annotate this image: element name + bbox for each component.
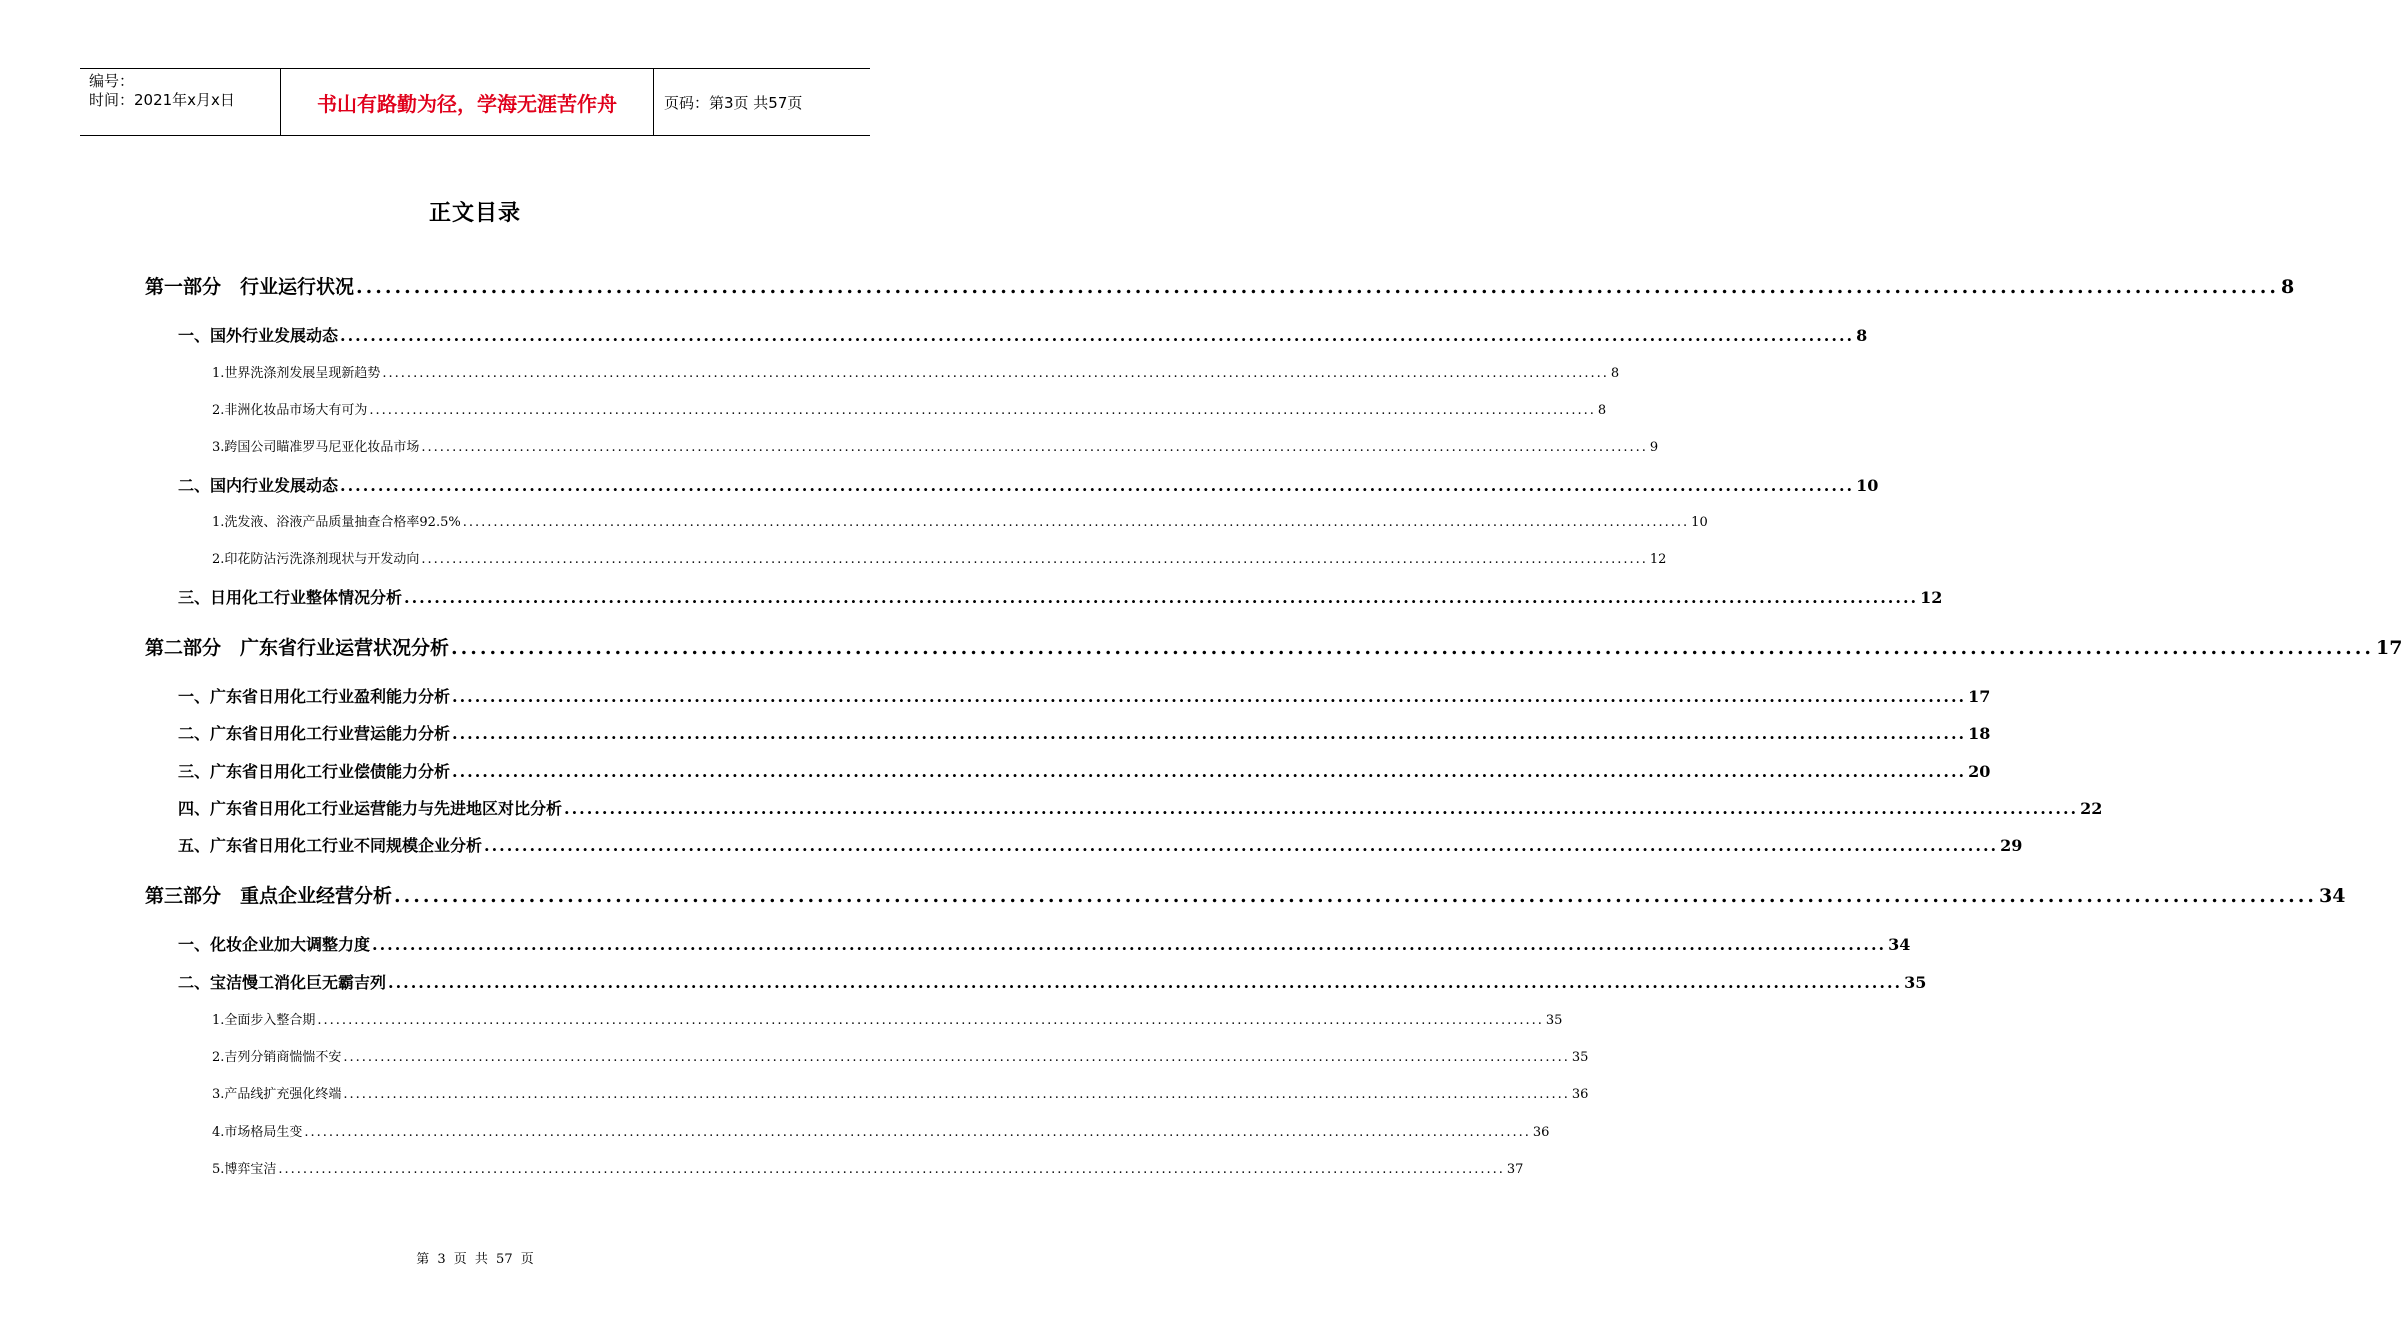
toc-leader-dots: ........................................................................................................................................................................................................ [317,1013,1544,1028]
toc-title: 正文目录 [428,200,521,226]
toc-entry-page: 8 [1610,366,1620,381]
toc-entry-page: 34 [2318,885,2346,907]
toc-entry[interactable] [145,881,2346,908]
toc-entry[interactable] [178,932,1911,955]
toc-entry[interactable] [212,511,1708,530]
toc-entry[interactable] [145,633,2402,660]
toc-entry-title: 2.非洲化妆品市场大有可为 [212,403,368,418]
toc-leader-dots: ........................................................................................................................................................................................................ [340,476,1855,495]
toc-entry-title: 二、宝洁慢工消化巨无霸吉列 [178,973,387,992]
toc-entry-title: 5.博弈宝洁 [212,1162,277,1177]
toc-entry-title: 1.世界洗涤剂发展呈现新趋势 [212,366,381,381]
toc-entry-title: 3.产品线扩充强化终端 [212,1087,342,1102]
toc-entry-title: 1.洗发液、浴液产品质量抽查合格率92.5% [212,515,461,530]
toc-entry[interactable] [212,1083,1589,1102]
toc-entry-page: 17 [1968,687,1991,706]
toc-entry-title: 2.吉列分销商惴惴不安 [212,1050,342,1065]
toc-leader-dots: ........................................................................................................................................................................................................ [421,552,1648,567]
toc-entry[interactable] [178,585,1943,608]
toc-entry-page: 18 [1968,724,1991,743]
toc-leader-dots: ........................................................................................................................................................................................................ [452,724,1967,743]
toc-entry[interactable] [178,796,2103,819]
toc-entry-title: 第一部分 行业运行状况 [145,276,355,298]
toc-entry[interactable] [212,436,1659,455]
toc-entry[interactable] [178,684,1991,707]
toc-entry[interactable] [212,548,1667,567]
toc-entry-page: 10 [1856,476,1879,495]
toc-entry-page: 12 [1920,588,1943,607]
toc-entry-page: 20 [1968,762,1991,781]
toc-leader-dots: ........................................................................................................................................................................................................ [372,935,1887,954]
toc-leader-dots: ........................................................................................................................................................................................................ [304,1125,1531,1140]
toc-leader-dots: ........................................................................................................................................................................................................ [343,1087,1570,1102]
toc-leader-dots: ........................................................................................................................................................................................................ [484,836,1999,855]
header-time-label: 时间：2021年x月x日 [89,91,235,109]
toc-entry-title: 第二部分 广东省行业运营状况分析 [145,637,450,659]
toc-entry-title: 4.市场格局生变 [212,1125,303,1140]
header-motto: 书山有路勤为径，学海无涯苦作舟 [281,69,654,135]
toc-entry-title: 一、广东省日用化工行业盈利能力分析 [178,687,451,706]
toc-entry[interactable] [178,833,2023,856]
page-header [80,68,870,136]
toc-leader-dots: ........................................................................................................................................................................................................ [462,515,1690,530]
toc-entry-page: 9 [1649,440,1659,455]
toc-entry[interactable] [178,323,1868,346]
toc-entry-page: 8 [1856,326,1868,345]
toc-entry[interactable] [178,759,1991,782]
toc-leader-dots: ........................................................................................................................................................................................................ [404,588,1919,607]
toc-entry-title: 3.跨国公司瞄准罗马尼亚化妆品市场 [212,440,420,455]
toc-entry-page: 8 [2280,276,2295,298]
toc-leader-dots: ........................................................................................................................................................................................................ [564,799,2079,818]
page-footer: 第 3 页 共 57 页 [416,1252,534,1267]
toc-entry[interactable] [212,1158,1524,1177]
toc-entry[interactable] [212,1009,1563,1028]
toc-entry[interactable] [212,399,1607,418]
toc-leader-dots: ........................................................................................................................................................................................................ [340,326,1855,345]
toc-entry-page: 34 [1888,935,1911,954]
toc-entry-title: 二、国内行业发展动态 [178,476,339,495]
toc-entry[interactable] [178,721,1991,744]
toc-leader-dots: ........................................................................................................................................................................................................ [452,687,1967,706]
toc-entry-title: 四、广东省日用化工行业运营能力与先进地区对比分析 [178,799,563,818]
toc-leader-dots: ........................................................................................................................................................................................................ [394,885,2317,907]
toc-entry-title: 第三部分 重点企业经营分析 [145,885,393,907]
header-page-info: 页码：第3页 共57页 [664,93,803,112]
toc-leader-dots: ........................................................................................................................................................................................................ [451,637,2374,659]
toc-entry-title: 三、广东省日用化工行业偿债能力分析 [178,762,451,781]
toc-entry-page: 17 [2375,637,2402,659]
toc-leader-dots: ........................................................................................................................................................................................................ [421,440,1648,455]
toc-entry[interactable] [178,970,1927,993]
toc-entry[interactable] [212,362,1620,381]
toc-entry-page: 10 [1691,515,1708,530]
toc-entry-page: 35 [1904,973,1927,992]
toc-entry-title: 三、日用化工行业整体情况分析 [178,588,403,607]
toc-leader-dots: ........................................................................................................................................................................................................ [343,1050,1570,1065]
toc-entry-page: 35 [1545,1013,1563,1028]
toc-entry-title: 二、广东省日用化工行业营运能力分析 [178,724,451,743]
toc-entry-title: 一、国外行业发展动态 [178,326,339,345]
toc-entry-page: 36 [1532,1125,1550,1140]
toc-entry[interactable] [145,272,2295,299]
toc-entry-title: 1.全面步入整合期 [212,1013,316,1028]
toc-entry-page: 29 [2000,836,2023,855]
toc-entry[interactable] [212,1046,1589,1065]
toc-entry-title: 一、化妆企业加大调整力度 [178,935,371,954]
toc-leader-dots: ........................................................................................................................................................................................................ [452,762,1967,781]
toc-entry-page: 22 [2080,799,2103,818]
toc-entry[interactable] [212,1121,1550,1140]
toc-entry-page: 35 [1571,1050,1589,1065]
header-number-label: 编号： [89,72,135,90]
toc-leader-dots: ........................................................................................................................................................................................................ [369,403,1596,418]
toc-entry-page: 37 [1506,1162,1524,1177]
toc-entry-title: 2.印花防沾污洗涤剂现状与开发动向 [212,552,420,567]
toc-leader-dots: ........................................................................................................................................................................................................ [382,366,1609,381]
toc-entry-page: 8 [1597,403,1607,418]
toc-leader-dots: ........................................................................................................................................................................................................ [388,973,1903,992]
toc-entry-page: 36 [1571,1087,1589,1102]
toc-leader-dots: ........................................................................................................................................................................................................ [278,1162,1505,1177]
header-meta [80,69,281,135]
toc-entry-title: 五、广东省日用化工行业不同规模企业分析 [178,836,483,855]
toc-entry-page: 12 [1649,552,1667,567]
toc-leader-dots: ........................................................................................................................................................................................................ [356,276,2279,298]
toc-entry[interactable] [178,473,1879,496]
